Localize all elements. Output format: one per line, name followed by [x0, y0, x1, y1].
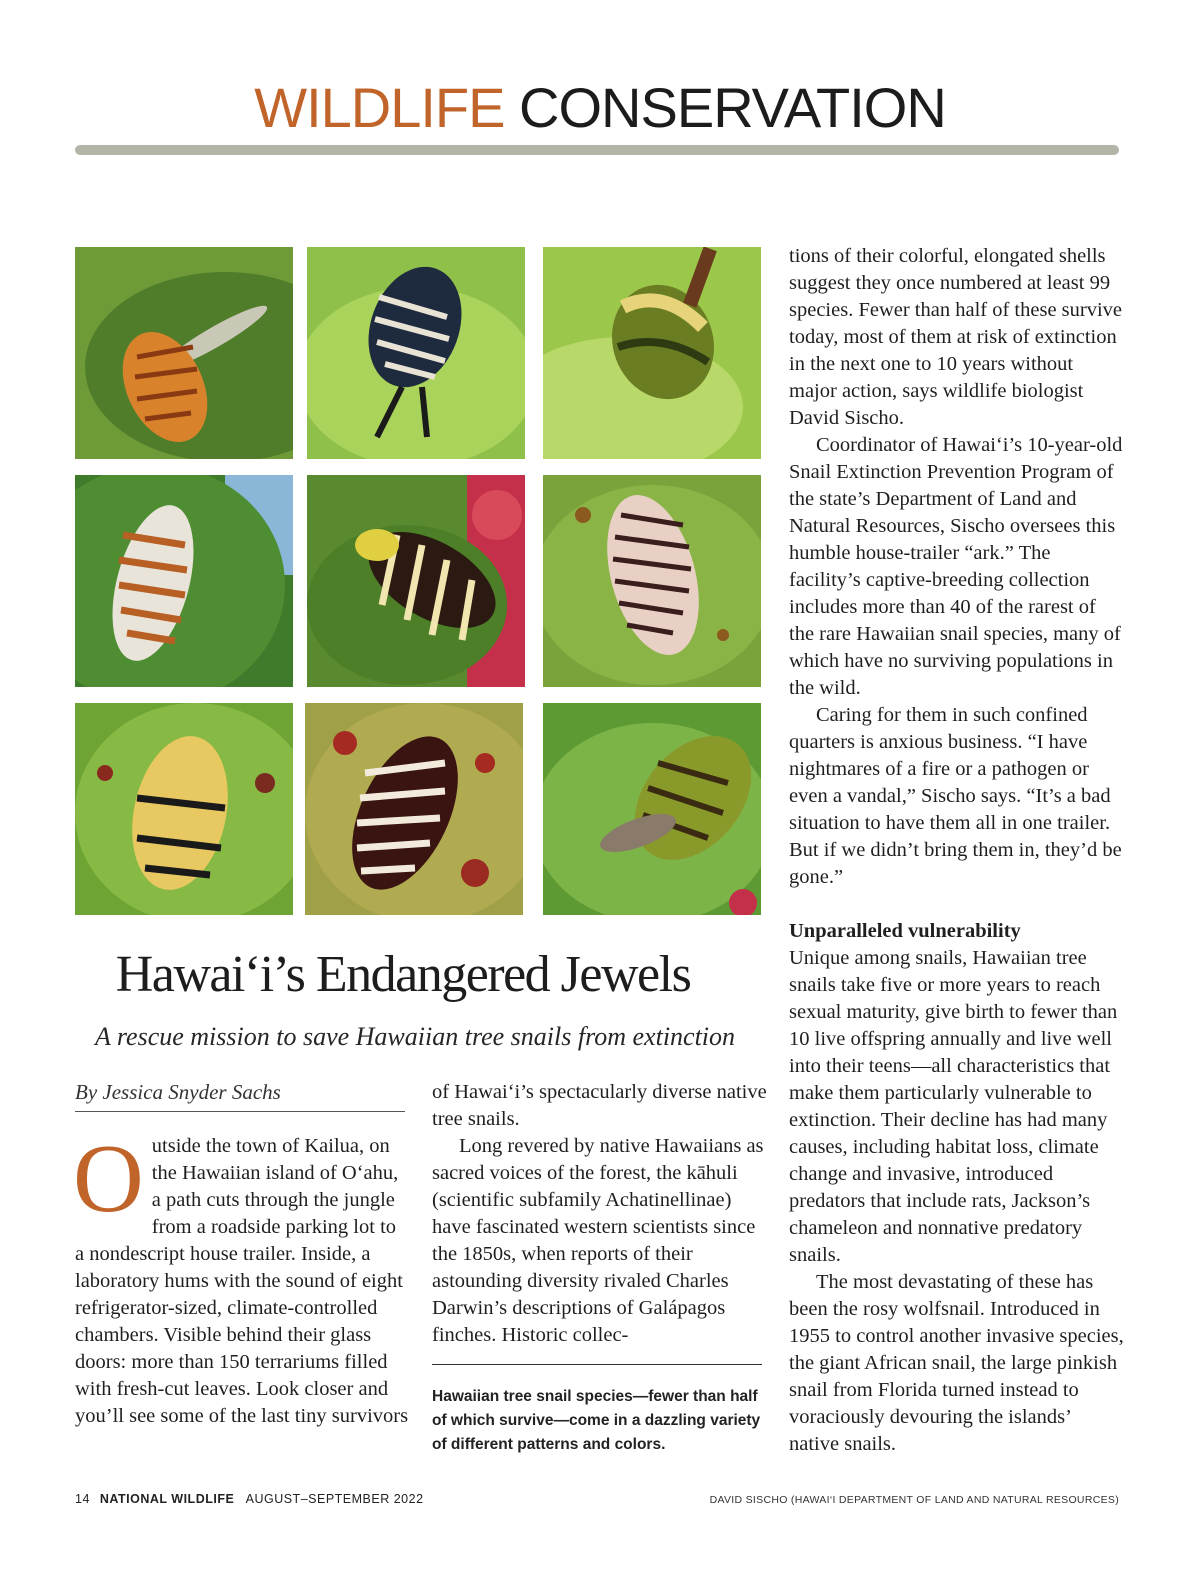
snail-photo-1 — [75, 247, 293, 459]
article-title: Hawaiʻi’s Endangered Jewels — [115, 946, 691, 1003]
snail-photo-9 — [543, 703, 761, 915]
paragraph: The most devastating of these has been the rosy wolfsnail. Introduced in 1955 to control another invasive species, the giant African snail, the large pinkish snail from Florida turned instead to voraciously devouring the islands’ native snails. — [789, 1271, 1124, 1455]
snail-photo-2 — [307, 247, 525, 459]
drop-cap: O — [73, 1125, 144, 1233]
snail-photo-7 — [75, 703, 293, 915]
paragraph: tions of their colorful, elongated shells suggest they once numbered at least 99 species. Fewer than half of these survive today, most of them at risk of extinction in the next one to 10 years without major action, says wildlife biologist David Sischo. — [789, 245, 1123, 429]
page-number: 14 — [75, 1492, 90, 1506]
photo-credit: DAVID SISCHO (HAWAI‘I DEPARTMENT OF LAND AND NATURAL RESOURCES) — [709, 1494, 1119, 1506]
snail-photo-4 — [75, 475, 293, 687]
photo-caption: Hawaiian tree snail species—fewer than half of which survive—come in a dazzling variety of different patterns and colors. — [432, 1388, 761, 1453]
caption-rule — [432, 1364, 762, 1365]
issue-date: AUGUST–SEPTEMBER 2022 — [245, 1492, 424, 1506]
article-dek: A rescue mission to save Hawaiian tree snails from extinction — [94, 1022, 736, 1051]
section-header — [0, 78, 1200, 138]
subhead: Unparalleled vulnerability — [789, 920, 1021, 942]
header-rule — [75, 145, 1119, 155]
byline-rule — [75, 1111, 405, 1112]
publication-name: NATIONAL WILDLIFE — [99, 1492, 235, 1506]
body-column-1 — [73, 1125, 410, 1430]
section-header-word-conservation: CONSERVATION — [519, 76, 946, 139]
folio — [75, 1492, 424, 1506]
snail-photo-8 — [305, 703, 523, 915]
paragraph: Caring for them in such confined quarters is anxious business. “I have nightmares of a fire or a pathogen or even a vandal,” Sischo says. “It’s a bad situation to have them all in one trailer. But if we didn’t bring them in, they’d be gone.” — [789, 704, 1122, 888]
paragraph: Coordinator of Hawai‘i’s 10-year-old Snail Extinction Prevention Program of the state’s Department of Land and Natural Resources, Sischo oversees this humble house-trailer “ark.” The facility’s captive-breeding collection includes more than 40 of the rarest of the rare Hawaiian snail species, many of which have no surviving populations in the wild. — [789, 434, 1123, 699]
paragraph: utside the town of Kailua, on the Hawaiian island of O‘ahu, a path cuts through the jungle from a roadside parking lot to a nondescript house trailer. Inside, a laboratory hums with the sound of eight refrigerator-sized, climate-controlled chambers. Visible behind their glass doors: more than 150 terrariums filled with fresh-cut leaves. Look closer and you’ll see some of the last tiny survivors — [75, 1135, 409, 1427]
section-header-word-wildlife: WILDLIFE — [254, 76, 505, 139]
snail-photo-3 — [543, 247, 761, 459]
paragraph: of Hawai‘i’s spectacularly diverse native tree snails. — [432, 1081, 767, 1130]
paragraph: Unique among snails, Hawaiian tree snails take five or more years to reach sexual maturity, give birth to fewer than 10 live offspring annually and live well into their teens—all characteristics that make them particularly vulnerable to extinction. Their decline has had many causes, including habitat loss, climate change and invasive, introduced predators that include rats, Jackson’s chameleon and nonnative predatory snails. — [789, 947, 1118, 1266]
body-column-2 — [432, 1079, 767, 1349]
byline: By Jessica Snyder Sachs — [75, 1080, 281, 1104]
paragraph: Long revered by native Hawaiians as sacred voices of the forest, the kāhuli (scientific subfamily Achatinellinae) have fascinated western scientists since the 1850s, when reports of their astounding diversity rivaled Charles Darwin’s descriptions of Galápagos finches. Historic collec- — [432, 1135, 764, 1346]
snail-photo-6 — [543, 475, 761, 687]
snail-photo-5 — [307, 475, 525, 687]
body-column-3 — [789, 243, 1124, 1458]
